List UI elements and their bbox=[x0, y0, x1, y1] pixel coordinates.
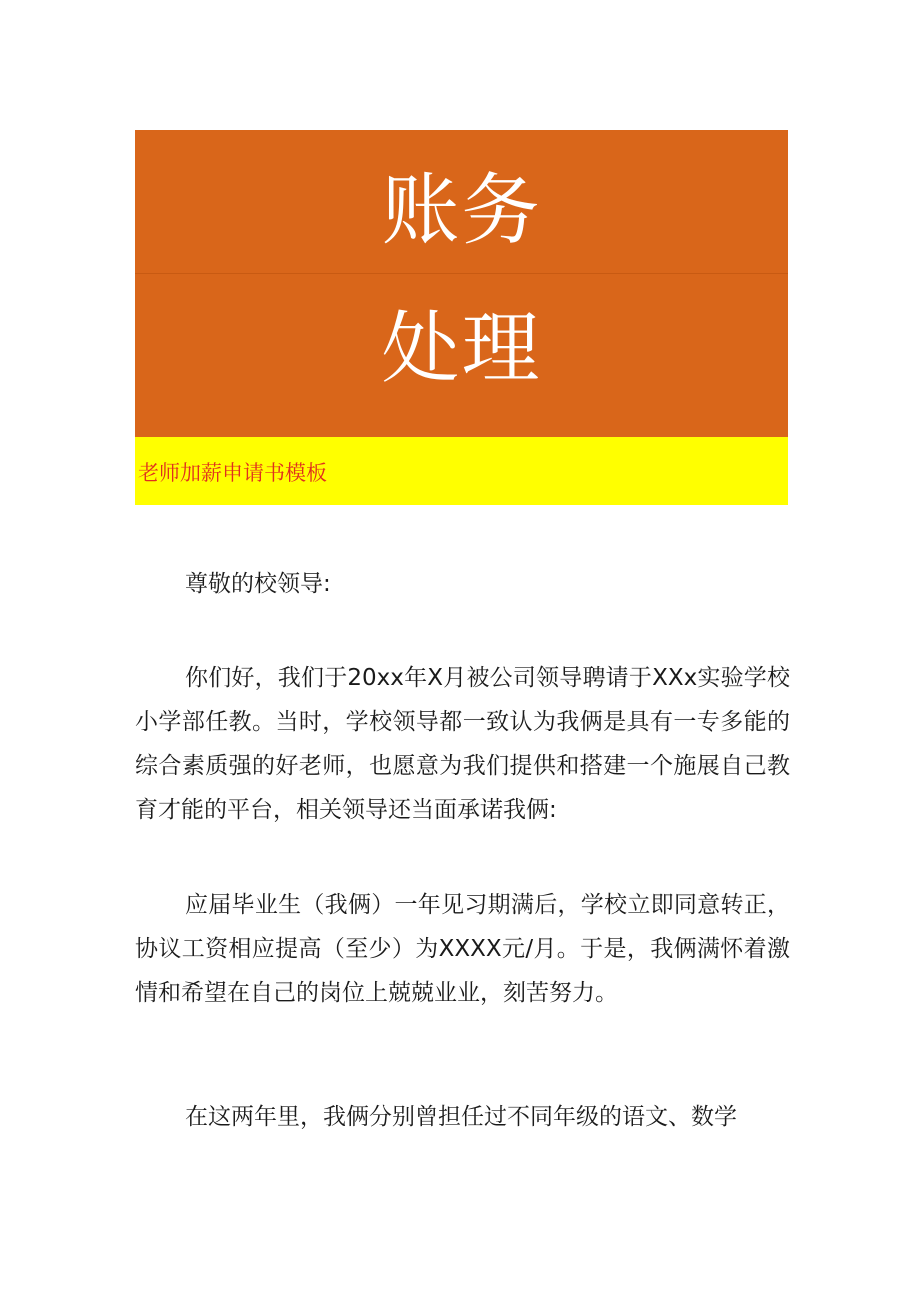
letter-paragraph-3: 在这两年里，我俩分别曾担任过不同年级的语文、数学 bbox=[185, 1104, 737, 1130]
subtitle-bar bbox=[135, 437, 788, 505]
banner-title-line-2: 处理 bbox=[381, 304, 542, 394]
letter-paragraph-1: 你们好，我们于20xx年X月被公司领导聘请于XXx实验学校小学部任教。当时，学校领导都一致认为我俩是具有一专多能的综合素质强的好老师，也愿意为我们提供和搭建一个施展自己教育才能的平台，相关领导还当面承诺我俩: bbox=[135, 665, 790, 823]
banner-divider bbox=[135, 273, 788, 274]
title-banner bbox=[135, 130, 788, 437]
subtitle-text: 老师加薪申请书模板 bbox=[138, 461, 327, 485]
banner-title-line-1: 账务 bbox=[381, 166, 542, 256]
letter-paragraph-2: 应届毕业生（我俩）一年见习期满后，学校立即同意转正，协议工资相应提高（至少）为XXXX元/月。于是，我俩满怀着激情和希望在自己的岗位上兢兢业业，刻苦努力。 bbox=[135, 892, 790, 1006]
letter-salutation: 尊敬的校领导: bbox=[185, 571, 331, 597]
